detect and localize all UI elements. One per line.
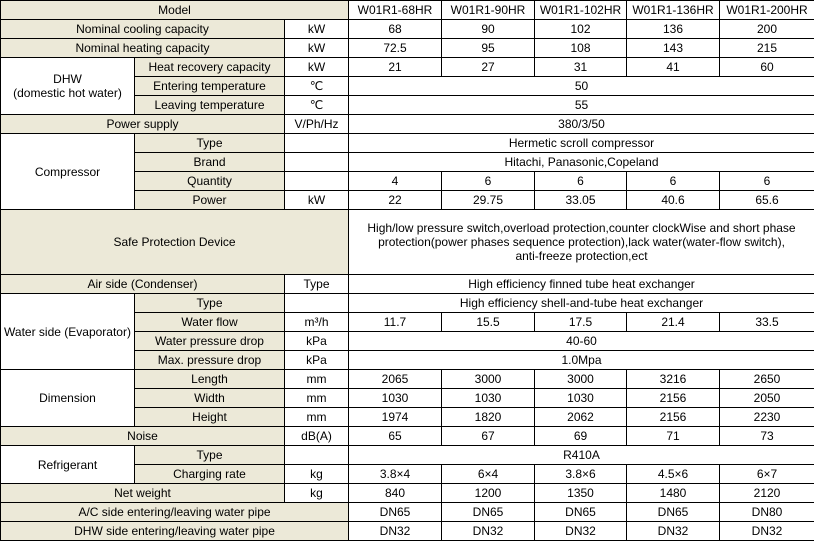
unit-cell: Type: [285, 275, 349, 294]
value-cell: 108: [535, 39, 627, 58]
model-header: W01R1-136HR: [627, 1, 720, 20]
value-cell: 1.0Mpa: [349, 351, 814, 370]
header-row: [1, 1, 814, 20]
value-cell: 4: [349, 172, 442, 191]
row-label-height: Height: [135, 408, 285, 427]
value-cell: 29.75: [442, 191, 535, 210]
value-cell: 15.5: [442, 313, 535, 332]
value-cell: DN32: [349, 522, 442, 541]
model-header-label: Model: [1, 1, 349, 20]
row-label-charging-rate: Charging rate: [135, 465, 285, 484]
value-cell: 31: [535, 58, 627, 77]
unit-cell: dB(A): [285, 427, 349, 446]
value-cell: 33.5: [720, 313, 814, 332]
value-cell: 840: [349, 484, 442, 503]
row-label-compressor-brand: Brand: [135, 153, 285, 172]
value-cell: 143: [627, 39, 720, 58]
value-cell: 17.5: [535, 313, 627, 332]
safety-description: [349, 210, 814, 275]
value-cell: 73: [720, 427, 814, 446]
table-row: [1, 210, 814, 275]
dhw-line-2: (domestic hot water): [13, 86, 122, 100]
unit-cell: kW: [285, 39, 349, 58]
unit-cell: kW: [285, 58, 349, 77]
row-label-air-side: Air side (Condenser): [1, 275, 285, 294]
safety-line-1: High/low pressure switch,overload protection,counter clockWise and short phase: [367, 221, 796, 235]
value-cell: 2230: [720, 408, 814, 427]
dhw-line-1: DHW: [53, 72, 82, 86]
row-label-power-supply: Power supply: [1, 115, 285, 134]
value-cell: 40-60: [349, 332, 814, 351]
value-cell: 380/3/50: [349, 115, 814, 134]
group-label-water-side: Water side (Evaporator): [1, 294, 135, 370]
value-cell: DN32: [535, 522, 627, 541]
row-label-cooling: Nominal cooling capacity: [1, 20, 285, 39]
value-cell: 1030: [349, 389, 442, 408]
unit-cell: [285, 172, 349, 191]
value-cell: 67: [442, 427, 535, 446]
value-cell: 33.05: [535, 191, 627, 210]
value-cell: DN65: [442, 503, 535, 522]
row-label-width: Width: [135, 389, 285, 408]
group-label-compressor: Compressor: [1, 134, 135, 210]
value-cell: R410A: [349, 446, 814, 465]
row-label-heating: Nominal heating capacity: [1, 39, 285, 58]
row-label-safety: Safe Protection Device: [1, 210, 349, 275]
value-cell: 3000: [535, 370, 627, 389]
group-label-dhw: [1, 58, 135, 115]
unit-cell: V/Ph/Hz: [285, 115, 349, 134]
row-label-ac-pipe: A/C side entering/leaving water pipe: [1, 503, 349, 522]
value-cell: 6: [442, 172, 535, 191]
table-row: [1, 134, 814, 153]
value-cell: 6: [627, 172, 720, 191]
safety-line-3: anti-freeze protection,ect: [515, 249, 648, 263]
value-cell: 6×4: [442, 465, 535, 484]
unit-cell: [285, 294, 349, 313]
value-cell: 3216: [627, 370, 720, 389]
value-cell: DN65: [535, 503, 627, 522]
value-cell: 55: [349, 96, 814, 115]
table-row: [1, 58, 814, 77]
value-cell: 3.8×4: [349, 465, 442, 484]
table-row: [1, 370, 814, 389]
row-label-water-flow: Water flow: [135, 313, 285, 332]
value-cell: 1030: [535, 389, 627, 408]
value-cell: 6: [720, 172, 814, 191]
table-row: [1, 446, 814, 465]
value-cell: 65.6: [720, 191, 814, 210]
value-cell: Hermetic scroll compressor: [349, 134, 814, 153]
unit-cell: [285, 134, 349, 153]
model-header: W01R1-90HR: [442, 1, 535, 20]
unit-cell: kPa: [285, 351, 349, 370]
value-cell: 22: [349, 191, 442, 210]
value-cell: 1974: [349, 408, 442, 427]
table-row: [1, 503, 814, 522]
value-cell: Hitachi, Panasonic,Copeland: [349, 153, 814, 172]
unit-cell: kPa: [285, 332, 349, 351]
unit-cell: kg: [285, 484, 349, 503]
value-cell: 50: [349, 77, 814, 96]
unit-cell: kg: [285, 465, 349, 484]
value-cell: 72.5: [349, 39, 442, 58]
model-header: W01R1-200HR: [720, 1, 814, 20]
value-cell: 90: [442, 20, 535, 39]
row-label-compressor-quantity: Quantity: [135, 172, 285, 191]
value-cell: 1350: [535, 484, 627, 503]
unit-cell: [285, 446, 349, 465]
value-cell: 41: [627, 58, 720, 77]
table-row: [1, 115, 814, 134]
table-row: [1, 275, 814, 294]
table-row: [1, 484, 814, 503]
value-cell: 136: [627, 20, 720, 39]
row-label-compressor-type: Type: [135, 134, 285, 153]
value-cell: DN65: [349, 503, 442, 522]
row-label-net-weight: Net weight: [1, 484, 285, 503]
value-cell: 40.6: [627, 191, 720, 210]
value-cell: 60: [720, 58, 814, 77]
value-cell: 2050: [720, 389, 814, 408]
group-label-refrigerant: Refrigerant: [1, 446, 135, 484]
row-label-recovery: Heat recovery capacity: [135, 58, 285, 77]
value-cell: 71: [627, 427, 720, 446]
value-cell: DN32: [720, 522, 814, 541]
row-label-leaving-temp: Leaving temperature: [135, 96, 285, 115]
unit-cell: ℃: [285, 96, 349, 115]
safety-line-2: protection(power phases sequence protection),lack water(water-flow switch),: [378, 235, 785, 249]
value-cell: 2120: [720, 484, 814, 503]
value-cell: High efficiency shell-and-tube heat exchanger: [349, 294, 814, 313]
value-cell: 102: [535, 20, 627, 39]
unit-cell: ℃: [285, 77, 349, 96]
value-cell: 1480: [627, 484, 720, 503]
value-cell: 2156: [627, 408, 720, 427]
row-label-entering-temp: Entering temperature: [135, 77, 285, 96]
row-label-max-pressure-drop: Max. pressure drop: [135, 351, 285, 370]
value-cell: 2062: [535, 408, 627, 427]
value-cell: 1200: [442, 484, 535, 503]
value-cell: 1820: [442, 408, 535, 427]
group-label-dimension: Dimension: [1, 370, 135, 427]
value-cell: High efficiency finned tube heat exchanger: [349, 275, 814, 294]
value-cell: 65: [349, 427, 442, 446]
row-label-dhw-pipe: DHW side entering/leaving water pipe: [1, 522, 349, 541]
value-cell: 11.7: [349, 313, 442, 332]
table-row: [1, 20, 814, 39]
unit-cell: m³/h: [285, 313, 349, 332]
unit-cell: mm: [285, 370, 349, 389]
value-cell: 3000: [442, 370, 535, 389]
row-label-length: Length: [135, 370, 285, 389]
unit-cell: mm: [285, 389, 349, 408]
unit-cell: kW: [285, 191, 349, 210]
unit-cell: [285, 153, 349, 172]
table-row: [1, 522, 814, 541]
value-cell: 3.8×6: [535, 465, 627, 484]
model-header: W01R1-68HR: [349, 1, 442, 20]
value-cell: DN32: [627, 522, 720, 541]
value-cell: DN80: [720, 503, 814, 522]
unit-cell: mm: [285, 408, 349, 427]
value-cell: 27: [442, 58, 535, 77]
value-cell: 95: [442, 39, 535, 58]
table-row: [1, 39, 814, 58]
row-label-refrigerant-type: Type: [135, 446, 285, 465]
row-label-compressor-power: Power: [135, 191, 285, 210]
value-cell: DN65: [627, 503, 720, 522]
value-cell: 6×7: [720, 465, 814, 484]
value-cell: 2650: [720, 370, 814, 389]
value-cell: 6: [535, 172, 627, 191]
value-cell: 1030: [442, 389, 535, 408]
value-cell: 2065: [349, 370, 442, 389]
value-cell: 21.4: [627, 313, 720, 332]
value-cell: 68: [349, 20, 442, 39]
table-row: [1, 294, 814, 313]
row-label-water-pressure-drop: Water pressure drop: [135, 332, 285, 351]
value-cell: 4.5×6: [627, 465, 720, 484]
table-row: [1, 427, 814, 446]
row-label-water-type: Type: [135, 294, 285, 313]
value-cell: 69: [535, 427, 627, 446]
value-cell: 2156: [627, 389, 720, 408]
value-cell: 21: [349, 58, 442, 77]
value-cell: DN32: [442, 522, 535, 541]
unit-cell: kW: [285, 20, 349, 39]
row-label-noise: Noise: [1, 427, 285, 446]
value-cell: 200: [720, 20, 814, 39]
value-cell: 215: [720, 39, 814, 58]
model-header: W01R1-102HR: [535, 1, 627, 20]
